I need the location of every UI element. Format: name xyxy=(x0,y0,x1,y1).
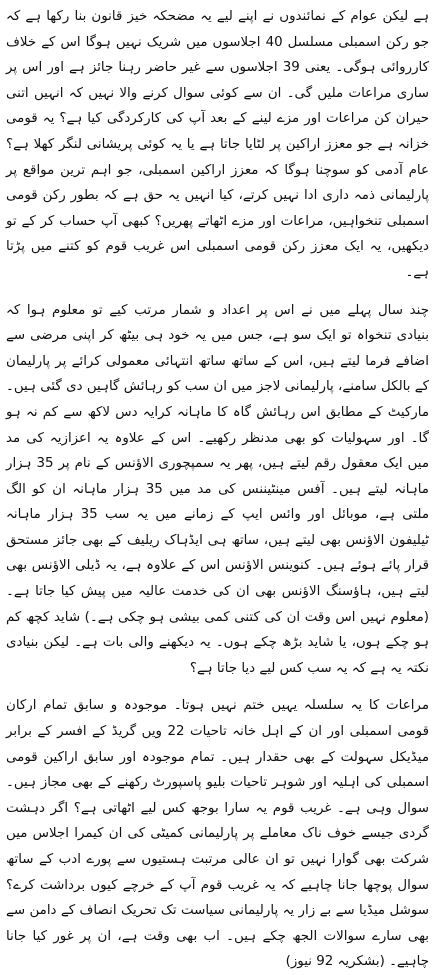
article-paragraph-3: مراعات کا یہ سلسلہ یہیں ختم نہیں ہوتا۔ موجودہ و سابق تمام ارکان قومی اسمبلی اور ان کے اہل خانہ تاحیات 22 ویں گریڈ کے افسر کے برابر میڈیکل سہولت کے بھی حقدار ہیں۔ تمام موجودہ اور سابق اراکین قومی اسمبلی کی اہلیہ اور شوہر تاحیات بلیو پاسپورٹ رکھنے کے بھی مجاز ہیں۔ سوال وہی ہے۔ غریب قوم یہ سارا بوجھ کس لیے اٹھاتی ہے؟ اگر دہشت گردی جیسے خوف ناک معاملے پر پارلیمانی کمیٹی کی ان کیمرا اجلاس میں شرکت بھی گوارا نہیں تو ان عالی مرتبت ہستیوں سے پورے ادب کے ساتھ سوال پوچھا جانا چاہیے کہ یہ غریب قوم آپ کے خرچے کیوں برداشت کرے؟ سوشل میڈیا سے بے زار یہ پارلیمانی سیاست تک تحریک انصاف کے دامن سے بھی سارے سوالات الجھ چکے ہیں۔ اب بھی وقت ہے، ان پر غور کیا جانا چاہیے۔ (بشکریہ 92 نیوز) xyxy=(6,698,430,970)
article-paragraph-2: چند سال پہلے میں نے اس پر اعداد و شمار مرتب کیے تو معلوم ہوا کہ بنیادی تنخواہ تو ایک سو ہے، جس میں یہ خود ہی بیٹھ کر اپنی مرضی سے اضافے فرما لیتے ہیں، اس کے ساتھ ساتھ انتہائی معمولی کرائے پر پارلیمان کے بالکل سامنے، پارلیمانی لاجز میں ان سب کو رہائش گاہیں دی گئی ہیں۔ مارکیٹ کے مطابق اس رہائش گاہ کا ماہانہ کرایہ دس لاکھ سے کم نہ ہو گا۔ اور سہولیات کو بھی مدنظر رکھیے۔ اس کے علاوہ یہ اعزازیہ کی مد میں ایک معقول رقم لیتے ہیں، پھر یہ سمپچوری الاؤنس کے نام پر 35 ہزار ماہانہ لیتے ہیں۔ آفس مینٹیننس کی مد میں 35 ہزار ماہانہ ان کو الگ ملتی ہے، موبائل اور وائس ایپ کے زمانے میں یہ سب 35 ہزار ماہانہ ٹیلیفون الاؤنس بھی لیتے ہیں، ساتھ ہی ایڈہاک ریلیف کے بھی جائز مستحق قرار پائے ہوئے ہیں۔ کنوینس الاؤنس اس کے علاوہ ہے، یہ ڈیلی الاؤنس بھی لیتے ہیں، ہاؤسنگ الاؤنس بھی ان کی خدمت عالیہ میں پیش کیا جاتا ہے۔ (معلوم نہیں اس وقت ان کی کتنی کمی بیشی ہو چکی ہے۔) شاید کچھ کم ہو چکے ہوں، یا شاید بڑھ چکے ہوں۔ یہ دیکھنے والی بات ہے۔ لیکن بنیادی نکتہ یہ ہے کہ یہ سب کس لیے دیا جاتا ہے؟ xyxy=(6,302,430,676)
article-paragraph-1: ہے لیکن عوام کے نمائندوں نے اپنے لیے یہ مضحکہ خیز قانون بنا رکھا ہے کہ جو رکن اسمبلی مسلسل 40 اجلاسوں میں شریک نہیں ہوگا اس کے خلاف کارروائی ہوگی۔ یعنی 39 اجلاسوں سے غیر حاضر رہنا جائز ہے اور اس پر ساری مراعات ملیں گی۔ ان سے کوئی سوال کرنے والا نہیں کہ انہیں اتنی حیران کن مراعات اور مزے لینے کے بعد آپ کی کارکردگی کیا ہے؟ یہ قومی خزانہ ہے جو معزز اراکین پر لٹایا جاتا ہے یا یہ کوئی پریشانی لنگر کھلا ہے؟ عام آدمی کو سوچنا ہوگا کہ معزز اراکین اسمبلی، جو اہم ترین مواقع پر پارلیمانی ذمہ داری ادا نہیں کرتے، کیا انہیں یہ حق ہے کہ بطور رکن قومی اسمبلی تنخواہیں، مراعات اور مزے اٹھاتے پھریں؟ کبھی آپ حساب کر کے تو دیکھیں، یہ ایک معزز رکن قومی اسمبلی اس غریب قوم کو کتنے میں پڑتا ہے۔ xyxy=(6,9,429,280)
